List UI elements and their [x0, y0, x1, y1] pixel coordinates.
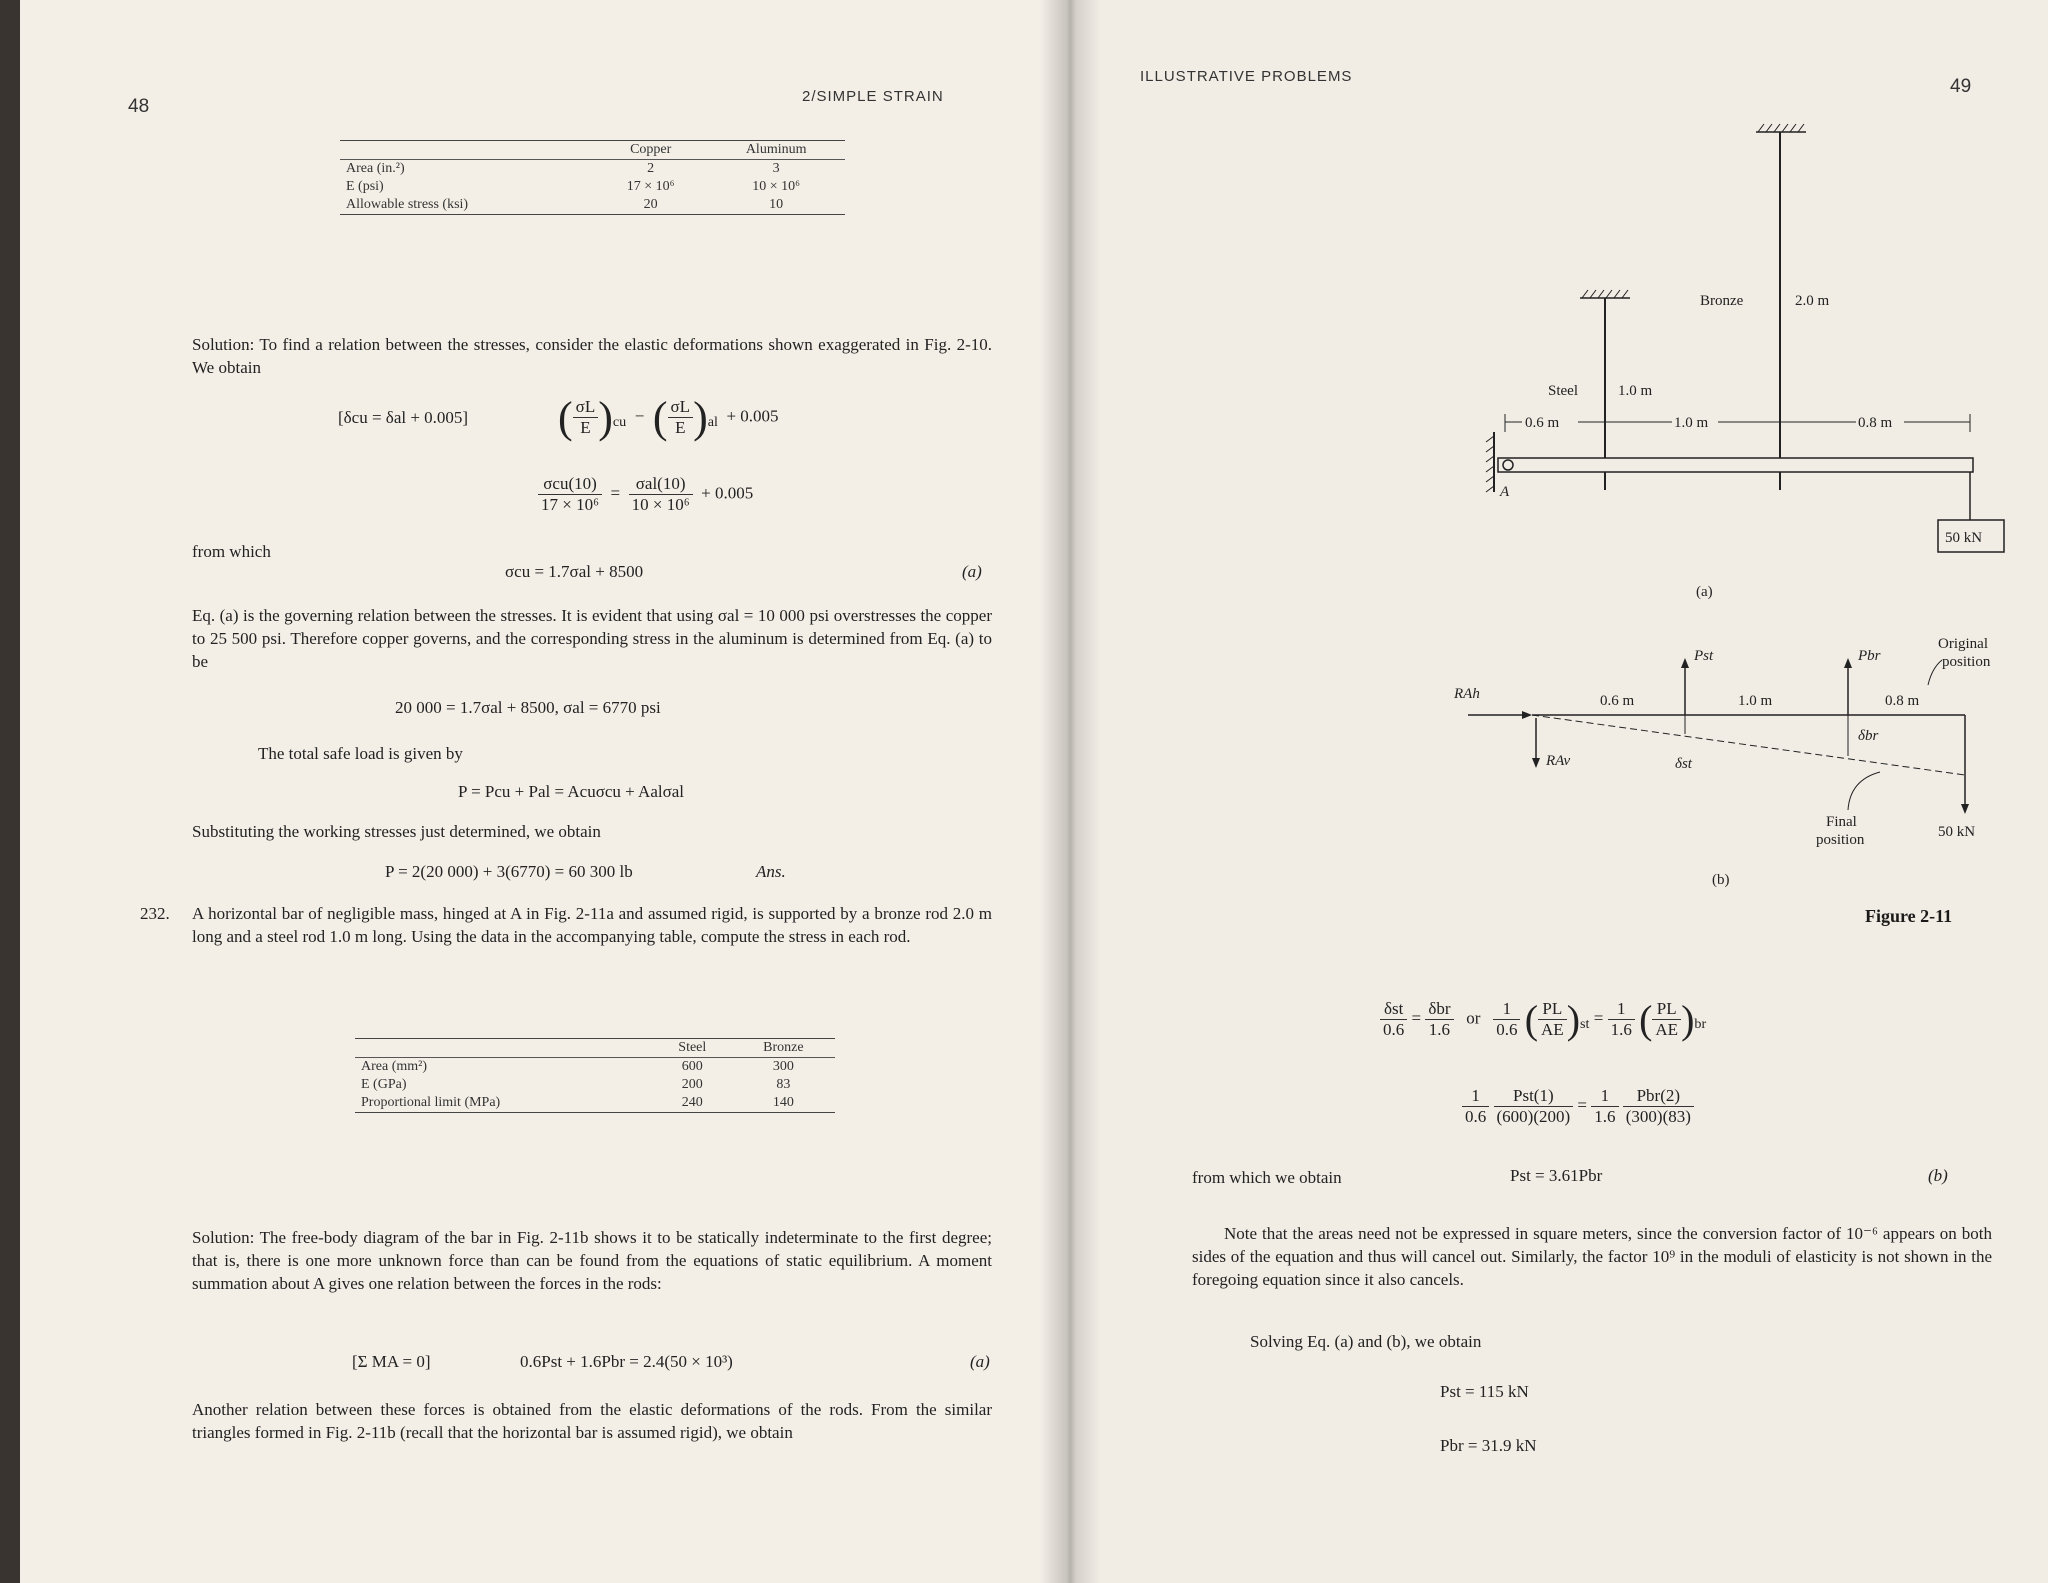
solution-2: Solution: The free-body diagram of the bar in Fig. 2-11b shows it to be statically indeterminate to the first degree; that is, there is one more unknown force than can be found from the equations of static equilibrium. A moment summation about A gives one relation between the forces in the rods:: [192, 1228, 992, 1293]
force-label-rav: RAv: [1546, 753, 1571, 769]
fraction-numerator: PL: [1538, 999, 1567, 1020]
equation-1: ( $\frac{\sigma L}{E}$ )$_{cu}$ − ( $\frac{\sigma L}{E}$ )$_{al} + 0.005$: [558, 393, 779, 442]
equation-tag: (b): [1928, 1166, 1948, 1185]
from-which: from which we obtain: [1192, 1168, 1342, 1187]
table-header: Copper: [630, 142, 672, 157]
table-cell: E (GPa): [361, 1077, 407, 1092]
steel-label: Steel: [1548, 383, 1578, 399]
table-header: Aluminum: [745, 142, 807, 157]
page-number: 48: [128, 96, 150, 117]
equation-label: [δcu = δal + 0.005]: [338, 408, 469, 427]
table-cell: 300: [772, 1059, 794, 1074]
paragraph: Solving Eq. (a) and (b), we obtain: [1250, 1332, 1482, 1351]
force-label-pst: Pst: [1694, 648, 1714, 664]
fraction-denominator: 10 × 10⁶: [631, 495, 690, 514]
figure-a: [1486, 124, 2004, 600]
table-cell: 3: [772, 161, 780, 176]
equation-10: Pst = 3.61Pbr: [1510, 1166, 1603, 1185]
fraction-denominator: 1.6: [1610, 1020, 1632, 1039]
equation-3: σcu = 1.7σal + 8500: [505, 562, 644, 581]
answer-2: Pbr = 31.9 kN: [1440, 1436, 1537, 1455]
running-head: 2/SIMPLE STRAIN: [802, 88, 944, 105]
original-position-label: position: [1942, 654, 1991, 670]
equation-5: P = Pcu + Pal = Acuσcu + Aalσal: [458, 782, 685, 801]
table-cell: E (psi): [346, 179, 384, 194]
table-header: [340, 141, 594, 160]
equation-2: $\frac{\text{σcu(10)}}{\text{17 × 10⁶}}$ = $\frac{\text{σal(10)}}{\text{10 × 10⁶}}$ + 0.005: [538, 474, 753, 515]
table-cell: 600: [681, 1059, 703, 1074]
table-row: [340, 178, 845, 196]
equation-tag: (a): [970, 1352, 990, 1371]
figure-b: [1453, 636, 1991, 888]
fraction-denominator: AE: [1541, 1020, 1564, 1039]
running-head: ILLUSTRATIVE PROBLEMS: [1140, 68, 1353, 85]
table-cell: Proportional limit (MPa): [361, 1095, 501, 1110]
problem-text: A horizontal bar of negligible mass, hinged at A in Fig. 2-11a and assumed rigid, is supported by a bronze rod 2.0 m long and a steel rod 1.0 m long. Using the data in the accompanying table, compute the stress in each rod.: [192, 904, 992, 946]
material-table-2: [355, 1038, 835, 1113]
fraction-numerator: 1: [1591, 1086, 1618, 1107]
fraction-numerator: σcu(10): [538, 474, 602, 495]
equation-tail: + 0.005: [701, 483, 754, 503]
bronze-length: 2.0 m: [1795, 293, 1830, 309]
figure-caption: Figure 2-11: [1865, 906, 1953, 926]
fraction-numerator: σal(10): [629, 474, 693, 495]
steel-length: 1.0 m: [1618, 383, 1653, 399]
right-page: [1070, 0, 2048, 1583]
fraction-denominator: 0.6: [1496, 1020, 1518, 1039]
table-row: [355, 1094, 835, 1112]
table-row: [355, 1058, 835, 1077]
fraction-numerator: δst: [1380, 999, 1407, 1020]
table-row: [355, 1076, 835, 1094]
final-position-label: position: [1816, 832, 1865, 848]
deflection-steel: δst: [1675, 756, 1692, 772]
final-position-label: Final: [1826, 814, 1857, 830]
paragraph: Eq. (a) is the governing relation between the stresses. It is evident that using σal = 10 000 psi overstresses the copper to 25 500 psi. Therefore copper governs, and the corresponding stress in the aluminum is determined from Eq. (a) to be: [192, 606, 992, 671]
material-table-1: [340, 140, 845, 215]
fraction-denominator: (600)(200): [1496, 1107, 1571, 1126]
table-header: [355, 1039, 653, 1058]
table-cell: 240: [681, 1095, 703, 1110]
fraction-numerator: δbr: [1425, 999, 1453, 1020]
equation-6: P = 2(20 000) + 3(6770) = 60 300 lb: [385, 862, 633, 881]
load-label: 50 kN: [1938, 824, 1976, 840]
fraction-denominator: 0.6: [1383, 1020, 1405, 1039]
equation-8: $\frac{\text{δst}}{0.6}$ = $\frac{\text{δbr}}{1.6}$ or $\frac{1}{0.6}$ ( $\frac{PL}{AE}$ )$_{st}$ = $\frac{1}{1.6}$ ( $\frac{PL}{AE}$ )$_{br}$: [1380, 996, 1706, 1043]
equation-tag: (a): [962, 562, 982, 581]
paragraph: Another relation between these forces is obtained from the elastic deformations of the rods. From the similar triangles formed in Fig. 2-11b (recall that the horizontal bar is assumed rigid), we obtain: [192, 1400, 992, 1442]
table-cell: 10: [769, 197, 784, 212]
dimension-label: 0.6 m: [1525, 415, 1560, 431]
table-cell: Area (in.²): [346, 161, 405, 176]
paragraph: The total safe load is given by: [258, 744, 463, 763]
force-label-rah: RAh: [1454, 686, 1480, 702]
dimension-label: 1.0 m: [1674, 415, 1709, 431]
dimension-label: 0.6 m: [1600, 693, 1635, 709]
table-cell: 20: [643, 197, 658, 212]
fraction-denominator: 1.6: [1594, 1107, 1616, 1126]
problem-number: 232.: [140, 904, 170, 923]
table-cell: Allowable stress (ksi): [346, 197, 469, 212]
table-header: Steel: [678, 1040, 707, 1055]
table-cell: 83: [776, 1077, 791, 1092]
answer-1: Pst = 115 kN: [1440, 1382, 1529, 1401]
paragraph: Note that the areas need not be expressed in square meters, since the conversion factor of 10⁻⁶ appears on both sides of the equation and thus will cancel out. Similarly, the factor 10⁹ in the moduli of elasticity is not shown in the foregoing equation since it also cancels.: [1192, 1224, 1992, 1289]
load-label: 50 kN: [1945, 530, 1983, 546]
dimension-label: 1.0 m: [1738, 693, 1773, 709]
deflection-bronze: δbr: [1858, 728, 1879, 744]
fraction-numerator: PL: [1652, 999, 1681, 1020]
figure-2-11: [1450, 120, 2010, 920]
answer-tag: Ans.: [756, 862, 786, 881]
table-cell: 2: [647, 161, 655, 176]
solution-intro: Solution: To find a relation between the stresses, consider the elastic deformations shown exaggerated in Fig. 2-10. We obtain: [192, 335, 992, 377]
from-which: from which: [192, 542, 271, 561]
table-header: Bronze: [763, 1040, 804, 1055]
table-cell: 140: [772, 1095, 794, 1110]
equation-9: $\frac{1}{0.6}$ $\frac{\text{Pst(1)}}{(600)(200)}$ = $\frac{1}{1.6}$ $\frac{\text{Pbr(2)}}{(300)(83)}$: [1462, 1086, 1694, 1127]
equation-7: 0.6Pst + 1.6Pbr = 2.4(50 × 10³): [520, 1352, 733, 1371]
dimension-label: 0.8 m: [1885, 693, 1920, 709]
table-cell: 200: [681, 1077, 703, 1092]
fraction-denominator: 17 × 10⁶: [541, 495, 600, 514]
fraction-numerator: 1: [1493, 999, 1520, 1020]
equation-tail: + 0.005: [726, 406, 779, 426]
fraction-denominator: (300)(83): [1625, 1107, 1691, 1126]
hinge-label: A: [1500, 484, 1510, 500]
bronze-label: Bronze: [1700, 293, 1744, 309]
table-row: [340, 196, 845, 214]
dimension-label: 0.8 m: [1858, 415, 1893, 431]
original-position-label: Original: [1938, 636, 1988, 652]
fraction-denominator: AE: [1655, 1020, 1679, 1039]
table-cell: 17 × 10⁶: [626, 179, 675, 194]
fraction-numerator: 1: [1608, 999, 1635, 1020]
equation-4: 20 000 = 1.7σal + 8500, σal = 6770 psi: [395, 698, 661, 717]
fraction-denominator: 1.6: [1428, 1020, 1451, 1039]
page-number: 49: [1950, 76, 1972, 97]
left-page: [20, 0, 1070, 1583]
equation-label: [Σ MA = 0]: [352, 1352, 431, 1371]
fraction-numerator: Pst(1): [1494, 1086, 1574, 1107]
table-row: [340, 160, 845, 179]
equation-connector: or: [1466, 1008, 1481, 1028]
table-cell: Area (mm²): [361, 1059, 428, 1074]
force-label-pbr: Pbr: [1858, 648, 1881, 664]
fraction-numerator: Pbr(2): [1623, 1086, 1694, 1107]
table-cell: 10 × 10⁶: [752, 179, 801, 194]
fraction-numerator: 1: [1462, 1086, 1489, 1107]
figure-caption-b: (b): [1712, 872, 1730, 888]
paragraph: Substituting the working stresses just determined, we obtain: [192, 822, 601, 841]
fraction-denominator: 0.6: [1465, 1107, 1487, 1126]
figure-caption-a: (a): [1696, 584, 1713, 600]
